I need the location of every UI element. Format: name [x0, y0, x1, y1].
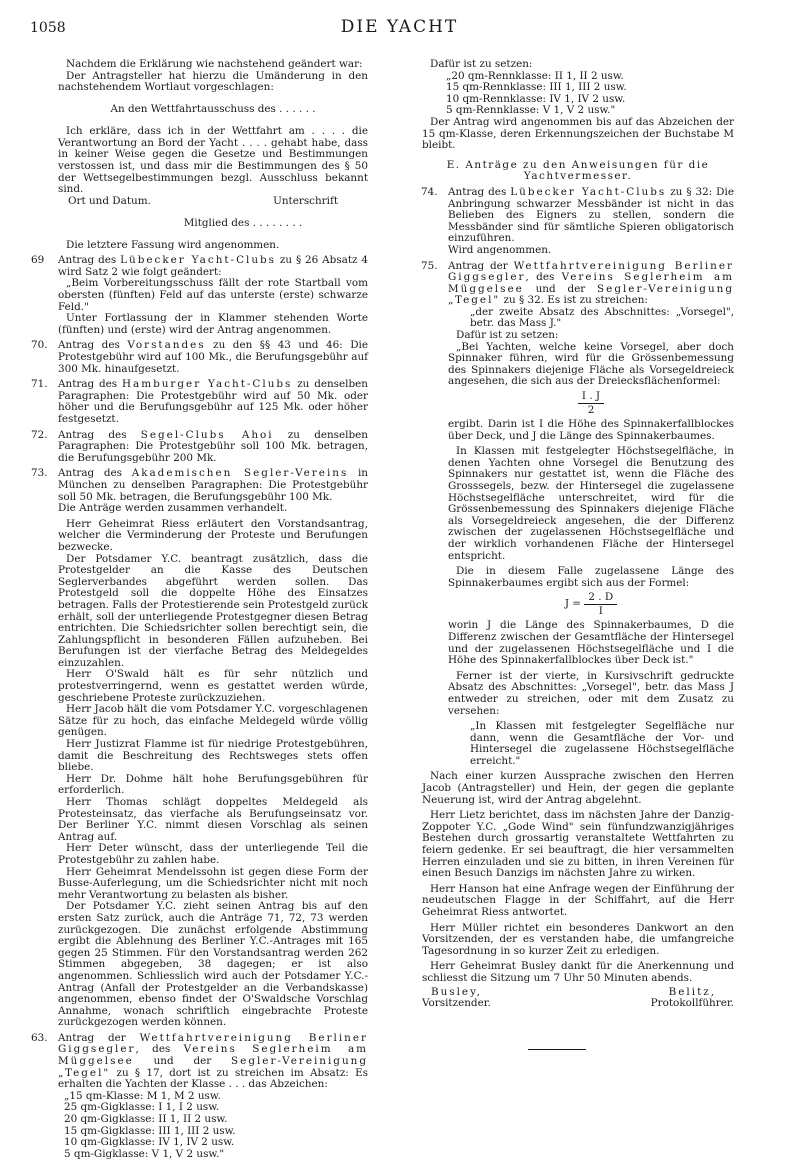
signature-name: Belitz, [668, 985, 717, 998]
club-name: Lübecker Yacht-Clubs [510, 185, 667, 198]
signature-name: Busley, [430, 985, 482, 998]
motion-74 [421, 185, 734, 257]
item-text: zu den §§ 43 und 46: Die Protestgebühr wird auf 100 Mk., die Berufungsgebühr auf 300 Mk. hinaufgesetzt. [58, 339, 368, 375]
motion-70 [31, 339, 368, 375]
motion-73 [31, 467, 368, 515]
item-text: Antrag der [58, 1031, 140, 1044]
list-item: 5 qm-Rennklasse: V 1, V 2 usw." [446, 104, 616, 117]
club-name: Lübecker Yacht-Clubs [120, 254, 277, 267]
paragraph: Die letztere Fassung wird angenommen. [66, 238, 280, 251]
item-text: Antrag des [58, 467, 132, 480]
paragraph: Wird angenommen. [448, 243, 552, 256]
quote: „Beim Vorbereitungsschuss fällt der rote Startball vom obersten (fünften) Feld auf das unterste (erste) schwarze Feld." [58, 277, 368, 313]
signatures [422, 987, 734, 1010]
paragraph: Ferner ist der vierte, in Kursivschrift gedruckte Absatz des Abschnittes: „Vorsegel", betr. das Mass J entweder zu streichen, oder mit dem Zusatz zu versehen: [448, 669, 734, 717]
signature-line [58, 196, 368, 208]
motion-75 [421, 259, 734, 768]
item-text: zu § 32: Die Anbringung schwarzer Messbänder ist nicht in das Belieben des Eigners zu stellen, sondern die Messbänder sind für sämtliche Spieren obligatorisch einzuführen. [448, 185, 734, 245]
paragraph: Herr Geheimrat Busley dankt für die Anerkennung und schliesst die Sitzung um 7 Uhr 50 Minuten abends. [422, 960, 734, 984]
paragraph: Herr Justizrat Flamme ist für niedrige Protestgebühren, damit die Beschreitung des Rechtsweges stets offen bliebe. [58, 738, 368, 774]
item-text: zu denselben Paragraphen: Die Protestgebühr wird auf 50 Mk. oder höher und die Berufungsgebühr auf 125 Mk. oder höher festgesetzt. [58, 378, 368, 425]
club-name: Hamburger Yacht-Clubs [121, 378, 293, 391]
item-text: , des [135, 1043, 184, 1056]
left-column [31, 58, 369, 1160]
signature-role: Protokollführer. [650, 997, 734, 1010]
paragraph: Mitglied des . . . . . . . . [183, 216, 303, 229]
running-header: DIE YACHT [340, 17, 459, 37]
list-item: „20 qm-Rennklasse: II 1, II 2 usw. [446, 69, 624, 82]
list-item: 10 qm-Gigklasse: IV 1, IV 2 usw. [64, 1136, 235, 1149]
item-number: 63. [31, 1031, 48, 1044]
club-name: Akademischen Segler-Vereins [131, 467, 349, 480]
signature-label: Unterschrift [273, 194, 338, 207]
formula-denominator: 2 [587, 404, 595, 417]
item-number: 72. [31, 428, 48, 441]
item-text: Antrag der [448, 259, 514, 272]
paragraph: Herr Geheimrat Riess erläutert den Vorstandsantrag, welcher die Verminderung der Proteste und Berufungen bezwecke. [58, 517, 368, 553]
paragraph: Herr Lietz berichtet, dass im nächsten Jahre der Danzig-Zoppoter Y.C. „Gode Wind" sein fünfundzwanzigjähriges Bestehen durch grossartig veranstaltete Wettfahrten zu feiern gedenke. Er sei beauftragt, die hier versammelten Herren einzuladen und sie zu bitten, in ihren Vereinen für einen Besuch Danzigs im nächsten Jahre zu wirken. [422, 809, 734, 880]
paragraph: Herr Geheimrat Mendelssohn ist gegen diese Form der Busse-Auferlegung, um die Schiedsrichter nicht mit noch mehr Verantwortung zu belasten als bisher. [58, 865, 368, 901]
item-text: in München zu denselben Paragraphen: Die Protestgebühr soll 50 Mk. betragen, die Berufungsgebühr 100 Mk. [58, 467, 368, 503]
paragraph: Dafür ist zu setzen: [456, 329, 559, 342]
paragraph: Der Antragsteller hat hierzu die Umänderung in den nachstehendem Wortlaut vorgeschlagen: [58, 69, 368, 94]
page-number: 1058 [30, 20, 66, 36]
list-item: 10 qm-Rennklasse: IV 1, IV 2 usw. [446, 92, 626, 105]
list-item: „15 qm-Klasse: M 1, M 2 usw. [64, 1089, 221, 1102]
signature-chair [422, 987, 491, 1010]
quote: „In Klassen mit festgelegter Segelfläche nur dann, wenn die Gesamtfläche der Vor- und Hintersegel die zugelassene Höchstsegelfläche erreicht." [470, 720, 734, 767]
club-name: Segler-Vereinigung „Tegel" [448, 282, 734, 307]
right-column [422, 59, 734, 1010]
class-list [446, 71, 734, 117]
list-item: 25 qm-Gigklasse: I 1, I 2 usw. [64, 1101, 220, 1114]
paragraph: Die in diesem Falle zugelassene Länge des Spinnakerbaumes ergibt sich aus der Formel: [448, 565, 734, 589]
formula-spinnaker [448, 591, 734, 618]
end-rule [528, 1049, 586, 1050]
club-name: Vereins Seglerheim am Müggelsee [58, 1043, 368, 1068]
paragraph: Herr Thomas schlägt doppeltes Meldegeld als Protesteinsatz, das vierfache als Berufungseinsatz vor. Der Berliner Y.C. nimmt diesen Vorschlag als seinen Antrag auf. [58, 796, 368, 843]
item-number: 74. [421, 185, 438, 198]
club-name: Segler-Vereinigung „Tegel" [58, 1055, 368, 1079]
club-name: Vereins Seglerheim am Müggelsee [448, 271, 734, 295]
formula-numerator: 2 . D [584, 591, 617, 605]
list-item: 15 qm-Gigklasse: III 1, III 2 usw. [64, 1124, 236, 1137]
section-heading: E. Anträge zu den Anweisungen für die Yachtvermesser. [446, 158, 710, 183]
paragraph: Ich erkläre, dass ich in der Wettfahrt am . . . . die Verantwortung an Bord der Yacht . . . . gehabt habe, dass in keiner Weise gegen die Gesetze und Bestimmungen verstossen ist, und dass mir die Bestimmungen des § 50 der Wettsegelbestimmungen bezgl. Ausschluss bekannt sind. [58, 125, 368, 196]
paragraph: In Klassen mit festgelegter Höchstsegelfläche, in denen Yachten ohne Vorsegel die Benutzung des Spinnakers nur gestattet ist, wenn die Fläche des Grosssegels, bezw. der Hintersegel die zugelassene Höchstsegelfläche unterschreitet, wird für die Grössenbemessung des Spinnakers diejenige Fläche als Vorsegeldreieck angesehen, die der Differenz zwischen der zugelassenen Höchstsegelfläche und der wirklich vorhandenen Fläche der Hintersegel entspricht. [448, 445, 734, 562]
paragraph: Nachdem die Erklärung wie nachstehend geändert war: [66, 58, 363, 70]
list-item: 5 qm-Gigklasse: V 1, V 2 usw." [64, 1147, 225, 1160]
class-list [64, 1091, 368, 1160]
paragraph: Herr O'Swald hält es für sehr nützlich und protestverringernd, wenn es gestattet werden würde, geschriebene Proteste zurückzuziehen. [58, 668, 368, 704]
paragraph: Dafür ist zu setzen: [430, 58, 533, 70]
club-name: Segel-Clubs Ahoi [140, 428, 274, 441]
item-text: und der [523, 282, 598, 295]
signature-role: Vorsitzender. [422, 997, 491, 1010]
paragraph: Unter Fortlassung der in Klammer stehenden Worte (fünften) und (erste) wird der Antrag angenommen. [58, 312, 368, 336]
club-name: Wettfahrtvereinigung Berliner Giggsegler [58, 1031, 368, 1056]
club-name: Vorstandes [127, 339, 206, 352]
paragraph: worin J die Länge des Spinnakerbaumes, D die Differenz zwischen der Gesamtfläche der Hintersegel und der zugelassenen Höchstsegelfläche und I die Höhe des Spinnakerfallblockes über Deck ist." [448, 619, 734, 667]
list-item: 15 qm-Rennklasse: III 1, III 2 usw. [446, 81, 627, 94]
paragraph: ergibt. Darin ist I die Höhe des Spinnakerfallblockes über Deck, und J die Länge des Spinnakerbaumes. [448, 418, 734, 442]
formula-triangle [448, 390, 734, 417]
item-number: 73. [31, 467, 48, 480]
item-text: , des [525, 271, 562, 284]
paragraph: Herr Deter wünscht, dass der unterliegende Teil die Protestgebühr zu zahlen habe. [58, 842, 368, 866]
paragraph: Der Potsdamer Y.C. beantragt zusätzlich, dass die Protestgelder an die Kasse des Deutschen Seglerverbandes abgeführt werden sollen. Das Protestgeld soll die doppelte Höhe des Einsatzes betragen. Falls der Protestierende sein Protestgeld zurück erhält, soll der unterliegende Protestgegner diesen Betrag entrichten. Die Schiedsrichter sollen berechtigt sein, die Zahlungspflicht in besonderen Fällen aufzuheben. Bei Berufungen ist der vierfache Betrag des Meldegeldes einzuzahlen. [58, 552, 368, 669]
item-text: zu § 32. Es ist zu streichen: [500, 294, 648, 307]
item-text: und der [133, 1055, 232, 1068]
item-text: zu § 26 Absatz 4 wird Satz 2 wie folgt geändert: [58, 254, 369, 278]
paragraph: Der Potsdamer Y.C. zieht seinen Antrag bis auf den ersten Satz zurück, auch die Anträge 71, 72, 73 werden zurückgezogen. Die zunächst erfolgende Abstimmung ergibt die Ablehnung des Berliner Y.C.-Antrages mit 165 gegen 25 Stimmen. Für den Vorstandsantrag werden 262 Stimmen abgegeben, 38 dagegen; er ist also angenommen. Schliesslich wird auch der Potsdamer Y.C.-Antrag (Anfall der Protestgelder an die Verbandskasse) angenommen, ebenso findet der O'Swaldsche Vorschlag Annahme, wonach schriftlich eingebrachte Proteste zurückgezogen werden können. [58, 900, 368, 1029]
motion-69 [31, 254, 369, 336]
item-text: Antrag des [58, 428, 141, 441]
formula-left: J = [564, 598, 581, 611]
paragraph: Herr Hanson hat eine Anfrage wegen der Einführung der neudeutschen Flagge in der Schiffahrt, auf die Herr Geheimrat Riess antwortet. [422, 882, 734, 918]
item-number: 71. [31, 378, 48, 391]
item-text: Antrag des [58, 339, 128, 352]
formula-denominator: I [598, 605, 603, 618]
paragraph: An den Wettfahrtausschuss des . . . . . . [110, 103, 316, 116]
quote: „der zweite Absatz des Abschnittes: „Vorsegel", betr. das Mass J." [470, 305, 734, 330]
paragraph: Nach einer kurzen Aussprache zwischen den Herren Jacob (Antragsteller) und Hein, der gegen die geplante Neuerung ist, wird der Antrag abgelehnt. [422, 770, 734, 806]
list-item: 20 qm-Gigklasse: II 1, II 2 usw. [64, 1113, 228, 1126]
motion-72 [31, 428, 368, 465]
item-number: 75. [421, 259, 438, 272]
item-text: zu denselben Paragraphen: Die Protestgebühr soll 100 Mk. betragen, die Berufungsgebühr 200 Mk. [58, 428, 368, 464]
motion-63 [31, 1031, 368, 1160]
quote: „Bei Yachten, welche keine Vorsegel, aber doch Spinnaker führen, wird für die Grössenbemessung des Spinnakers diejenige Fläche als Vorsegeldreieck angesehen, die sich aus der Dreiecksflächenformel: [448, 340, 734, 388]
signature-recorder [651, 987, 734, 1010]
item-number: 70. [31, 339, 48, 352]
paragraph: Herr Jacob hält die vom Potsdamer Y.C. vorgeschlagenen Sätze für zu hoch, das einfache Meldegeld würde völlig genügen. [58, 703, 368, 739]
item-text: Antrag des [58, 254, 121, 267]
item-text: Antrag des [448, 185, 511, 198]
paragraph: Der Antrag wird angenommen bis auf das Abzeichen der 15 qm-Klasse, deren Erkennungszeichen der Buchstabe M bleibt. [422, 115, 734, 152]
paragraph: Die Anträge werden zusammen verhandelt. [58, 502, 288, 515]
paragraph: Herr Müller richtet ein besonderes Dankwort an den Vorsitzenden, der es verstanden habe, die umfangreiche Tagesordnung in so kurzer Zeit zu erledigen. [422, 921, 734, 957]
formula-numerator: I . J [578, 390, 604, 404]
paragraph: Herr Dr. Dohme hält hohe Berufungsgebühren für erforderlich. [58, 772, 368, 797]
club-name: Wettfahrtvereinigung Berliner Giggsegler [448, 259, 734, 284]
place-date-label: Ort und Datum. [68, 194, 151, 207]
item-number: 69 [31, 254, 45, 267]
item-text: zu § 17, dort ist zu streichen im Absatz: Es erhalten die Yachten der Klasse . . . das Abzeichen: [58, 1066, 368, 1091]
item-text: Antrag des [58, 378, 122, 391]
motion-71 [31, 378, 368, 425]
